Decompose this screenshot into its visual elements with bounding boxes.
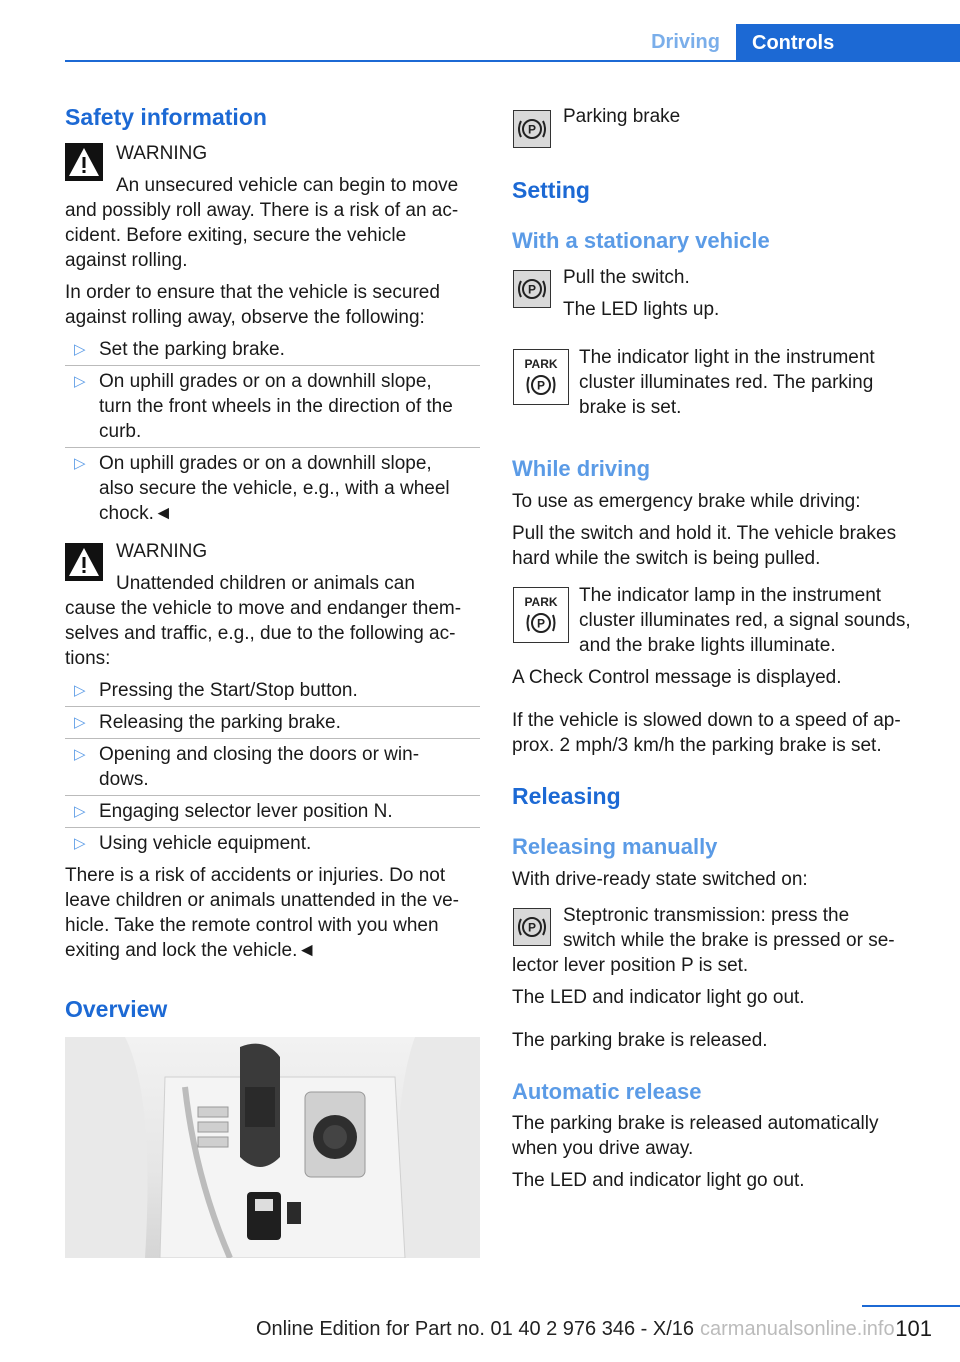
svg-text:P: P (527, 122, 537, 137)
body-text: The parking brake is released. (512, 1030, 768, 1051)
warning-text: and possibly roll away. There is a risk of an ac‐ (65, 200, 459, 221)
svg-text:P: P (527, 282, 537, 297)
releasing-manually-title: Releasing manually (512, 834, 718, 859)
divider (65, 827, 480, 828)
risk-text: exiting and lock the vehicle.◄ (65, 940, 317, 961)
automatic-release-title: Automatic release (512, 1079, 702, 1104)
list-item: On uphill grades or on a downhill slope, (99, 371, 432, 392)
warning-text: cause the vehicle to move and endanger them‐ (65, 598, 462, 619)
bullet-icon: ▷ (74, 682, 86, 699)
center-console-photo (65, 1037, 480, 1258)
body-text: The parking brake is released automatically (512, 1113, 879, 1134)
divider (65, 365, 480, 366)
bullet-icon: ▷ (74, 835, 86, 852)
body-text: Pull the switch and hold it. The vehicle brakes (512, 523, 897, 544)
watermark: carmanualsonline.info (700, 1318, 895, 1340)
bullet-icon: ▷ (74, 746, 86, 763)
bullet-icon: ▷ (74, 373, 86, 390)
while-driving-title: While driving (512, 456, 651, 481)
parking-brake-label: Parking brake (563, 106, 681, 127)
bullet-icon: ▷ (74, 341, 86, 358)
svg-text:P: P (536, 378, 546, 393)
park-indicator-icon (513, 587, 569, 643)
park-word: PARK (524, 595, 558, 609)
svg-text:P: P (536, 616, 546, 631)
body-text: switch while the brake is pressed or se‐ (563, 930, 895, 951)
list-item: Releasing the parking brake. (99, 712, 341, 733)
divider (65, 795, 480, 796)
indicator-text: The indicator light in the instrument (579, 347, 875, 368)
overview-title: Overview (65, 996, 168, 1022)
warning-icon (65, 143, 103, 181)
indicator-text: and the brake lights illuminate. (579, 635, 836, 656)
list-item: turn the front wheels in the direction of the (99, 396, 453, 417)
list-item: Set the parking brake. (99, 339, 285, 360)
body-text: To use as emergency brake while driving: (512, 491, 861, 512)
warning-text: An unsecured vehicle can begin to move (116, 175, 459, 196)
indicator-text: brake is set. (579, 397, 682, 418)
edition-text: Online Edition for Part no. 01 40 2 976 346 - X/16 (255, 1318, 695, 1340)
warning-text: cident. Before exiting, secure the vehicle (65, 225, 407, 246)
park-word: PARK (524, 357, 558, 371)
instruction-text: Pull the switch. (563, 267, 690, 288)
list-item: On uphill grades or on a downhill slope, (99, 453, 432, 474)
setting-title: Setting (512, 177, 590, 203)
list-item: chock.◄ (99, 503, 173, 524)
warning-text: Unattended children or animals can (116, 573, 415, 594)
list-item: also secure the vehicle, e.g., with a wheel (99, 478, 450, 499)
list-item: Opening and closing the doors or win‐ (99, 744, 420, 765)
warning-text: selves and traffic, e.g., due to the following ac‐ (65, 623, 456, 644)
bullet-icon: ▷ (74, 714, 86, 731)
warning-text: against rolling. (65, 250, 188, 271)
body-text: prox. 2 mph/3 km/h the parking brake is set. (512, 735, 882, 756)
body-text: lector lever position P is set. (512, 955, 749, 976)
body-text: With drive-ready state switched on: (512, 869, 808, 890)
body-text: If the vehicle is slowed down to a speed of ap‐ (512, 710, 901, 731)
safety-title: Safety information (65, 104, 267, 130)
risk-text: There is a risk of accidents or injuries. Do not (65, 865, 446, 886)
indicator-text: cluster illuminates red. The parking (579, 372, 874, 393)
divider (65, 738, 480, 739)
list-item: Using vehicle equipment. (99, 833, 312, 854)
indicator-text: The indicator lamp in the instrument (579, 585, 882, 606)
indicator-text: cluster illuminates red, a signal sounds, (579, 610, 911, 631)
body-text: The LED and indicator light go out. (512, 1170, 805, 1191)
divider (65, 706, 480, 707)
body-text: The LED and indicator light go out. (512, 987, 805, 1008)
list-item: dows. (99, 769, 149, 790)
header-chapter: Controls (736, 24, 960, 62)
parking-brake-icon (513, 270, 551, 308)
stationary-title: With a stationary vehicle (512, 228, 770, 253)
body-text: when you drive away. (512, 1138, 694, 1159)
risk-text: hicle. Take the remote control with you when (65, 915, 439, 936)
parking-brake-icon (513, 908, 551, 946)
body-text: A Check Control message is displayed. (512, 667, 842, 688)
bullet-icon: ▷ (74, 455, 86, 472)
list-item: Pressing the Start/Stop button. (99, 680, 358, 701)
instruction-text: The LED lights up. (563, 299, 720, 320)
releasing-title: Releasing (512, 783, 621, 809)
intro-text: against rolling away, observe the following: (65, 307, 425, 328)
intro-text: In order to ensure that the vehicle is secured (65, 282, 440, 303)
header-rule (65, 60, 960, 62)
warning-label: WARNING (116, 143, 208, 164)
header-section: Driving (651, 31, 720, 53)
footer-rule (862, 1305, 960, 1307)
body-text: hard while the switch is being pulled. (512, 548, 821, 569)
warning-text: tions: (65, 648, 111, 669)
svg-text:P: P (527, 920, 537, 935)
list-item: Engaging selector lever position N. (99, 801, 393, 822)
warning-label: WARNING (116, 541, 208, 562)
list-item: curb. (99, 421, 142, 442)
park-indicator-icon (513, 349, 569, 405)
body-text: Steptronic transmission: press the (563, 905, 850, 926)
warning-icon (65, 543, 103, 581)
bullet-icon: ▷ (74, 803, 86, 820)
risk-text: leave children or animals unattended in the ve‐ (65, 890, 459, 911)
page-number: 101 (895, 1316, 932, 1341)
parking-brake-icon (513, 110, 551, 148)
divider (65, 447, 480, 448)
